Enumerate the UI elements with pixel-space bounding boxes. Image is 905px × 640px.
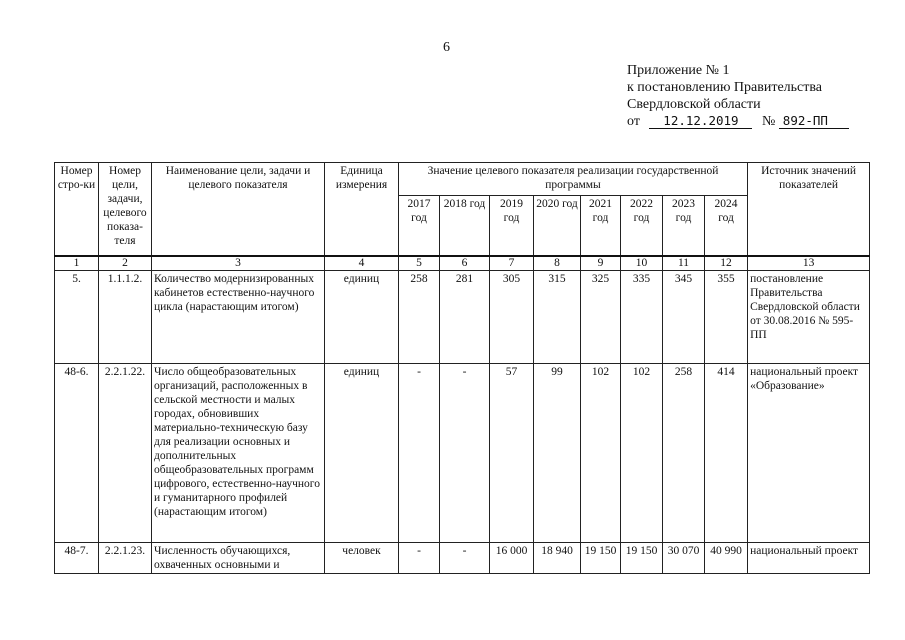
header-year-2017: 2017 год [399,196,440,256]
column-number-cell: 9 [581,256,621,271]
row-value-2018: 281 [440,270,490,363]
header-year-2019: 2019 год [490,196,534,256]
header-year-2018: 2018 год [440,196,490,256]
row-value-2020: 18 940 [534,542,581,573]
row-value-2024: 414 [705,363,748,542]
row-number: 48-7. [55,542,99,573]
row-value-2023: 258 [663,363,705,542]
header-task-number: Номер цели, задачи, целевого показа-теля [99,163,152,256]
row-value-2023: 30 070 [663,542,705,573]
appendix-block [627,62,849,130]
header-name: Наименование цели, задачи и целевого показателя [152,163,325,256]
table-row [55,270,870,363]
header-year-2021: 2021 год [581,196,621,256]
row-value-2024: 40 990 [705,542,748,573]
row-value-2019: 305 [490,270,534,363]
appendix-resolution-line: к постановлению Правительства [627,80,823,95]
row-value-2021: 19 150 [581,542,621,573]
column-number-cell: 11 [663,256,705,271]
header-year-2022: 2022 год [621,196,663,256]
column-number-cell: 10 [621,256,663,271]
row-value-2018: - [440,542,490,573]
row-source: постановление Правительства Свердловской области от 30.08.2016 № 595-ПП [748,270,870,363]
row-value-2022: 19 150 [621,542,663,573]
row-code: 2.2.1.23. [99,542,152,573]
row-value-2017: 258 [399,270,440,363]
header-year-2020: 2020 год [534,196,581,256]
column-number-cell: 5 [399,256,440,271]
table-row [55,363,870,542]
row-value-2019: 16 000 [490,542,534,573]
header-row-number: Номер стро-ки [55,163,99,256]
appendix-date-line [627,113,849,130]
row-value-2019: 57 [490,363,534,542]
row-value-2021: 102 [581,363,621,542]
header-unit: Единица измерения [325,163,399,256]
page-number: 6 [443,40,450,55]
resolution-date: 12.12.2019 [649,114,752,129]
row-value-2022: 102 [621,363,663,542]
row-unit: единиц [325,270,399,363]
row-value-2022: 335 [621,270,663,363]
row-value-2017: - [399,363,440,542]
row-value-2023: 345 [663,270,705,363]
column-number-cell: 13 [748,256,870,271]
row-value-2020: 315 [534,270,581,363]
column-number-cell: 4 [325,256,399,271]
header-year-2023: 2023 год [663,196,705,256]
row-value-2018: - [440,363,490,542]
from-label: от [627,114,640,129]
appendix-region-line: Свердловской области [627,97,761,112]
row-value-2024: 355 [705,270,748,363]
column-number-cell: 1 [55,256,99,271]
row-code: 2.2.1.22. [99,363,152,542]
resolution-number: 892-ПП [779,114,849,129]
row-source: национальный проект «Образование» [748,363,870,542]
appendix-title: Приложение № 1 [627,63,730,78]
header-year-2024: 2024 год [705,196,748,256]
row-indicator-name: Количество модернизированных кабинетов естественно-научного цикла (нарастающим итогом) [152,270,325,363]
target-indicators-table [54,162,870,574]
row-source: национальный проект [748,542,870,573]
row-indicator-name: Число общеобразовательных организаций, расположенных в сельской местности и малых городах, обновивших материально-техническую базу для реализации основных и дополнительных общеобразовательных программ цифрового, естественно-научного и гуманитарного профилей (нарастающим итогом) [152,363,325,542]
row-code: 1.1.1.2. [99,270,152,363]
column-number-cell: 6 [440,256,490,271]
row-value-2017: - [399,542,440,573]
column-number-cell: 12 [705,256,748,271]
column-number-cell: 8 [534,256,581,271]
number-label: № [761,114,776,129]
column-number-cell: 3 [152,256,325,271]
column-number-cell: 2 [99,256,152,271]
row-unit: единиц [325,363,399,542]
row-value-2020: 99 [534,363,581,542]
row-indicator-name: Численность обучающихся, охваченных основными и [152,542,325,573]
column-number-cell: 7 [490,256,534,271]
row-value-2021: 325 [581,270,621,363]
row-number: 5. [55,270,99,363]
header-values-group: Значение целевого показателя реализации государственной программы [399,163,748,196]
row-unit: человек [325,542,399,573]
table-row [55,542,870,573]
row-number: 48-6. [55,363,99,542]
header-source: Источник значений показателей [748,163,870,256]
